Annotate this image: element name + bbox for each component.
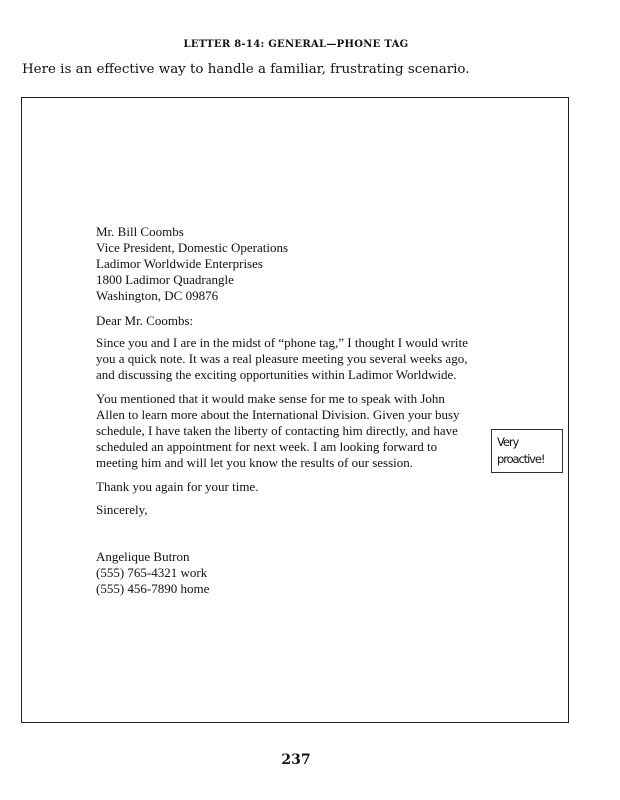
paragraph-one xyxy=(96,335,468,383)
margin-note-line: proactive! xyxy=(497,452,545,466)
address-line: Mr. Bill Coombs xyxy=(96,224,184,239)
page-number: 237 xyxy=(281,752,311,768)
paragraph-line: Allen to learn more about the International Division. Given your busy xyxy=(96,407,460,422)
paragraph-line: you a quick note. It was a real pleasure meeting you several weeks ago, xyxy=(96,351,468,366)
margin-note-line: Very xyxy=(497,435,519,449)
signature-line: (555) 456-7890 home xyxy=(96,581,210,596)
page-title: LETTER 8-14: GENERAL—PHONE TAG xyxy=(183,39,409,50)
recipient-address xyxy=(96,224,288,304)
signature-line: (555) 765-4321 work xyxy=(96,565,208,580)
signature-block xyxy=(96,549,209,597)
paragraph-line: You mentioned that it would make sense for me to speak with John xyxy=(96,391,445,406)
address-line: Ladimor Worldwide Enterprises xyxy=(96,256,263,271)
paragraph-line: Since you and I are in the midst of “phone tag,” I thought I would write xyxy=(96,335,468,350)
intro-text: Here is an effective way to handle a familiar, frustrating scenario. xyxy=(22,62,470,77)
paragraph-line: scheduled an appointment for next week. I am looking forward to xyxy=(96,439,438,454)
address-line: 1800 Ladimor Quadrangle xyxy=(96,272,234,287)
paragraph-line: meeting him and will let you know the results of our session. xyxy=(96,455,414,470)
margin-note xyxy=(491,429,563,473)
paragraph-line: and discussing the exciting opportunities within Ladimor Worldwide. xyxy=(96,367,457,382)
salutation: Dear Mr. Coombs: xyxy=(96,313,194,328)
closing: Sincerely, xyxy=(96,502,148,517)
address-line: Washington, DC 09876 xyxy=(96,288,219,303)
paragraph-two xyxy=(96,391,460,471)
signature-line: Angelique Butron xyxy=(96,549,190,564)
address-line: Vice President, Domestic Operations xyxy=(96,240,289,255)
thank-you-line: Thank you again for your time. xyxy=(96,479,259,494)
paragraph-line: schedule, I have taken the liberty of contacting him directly, and have xyxy=(96,423,458,438)
